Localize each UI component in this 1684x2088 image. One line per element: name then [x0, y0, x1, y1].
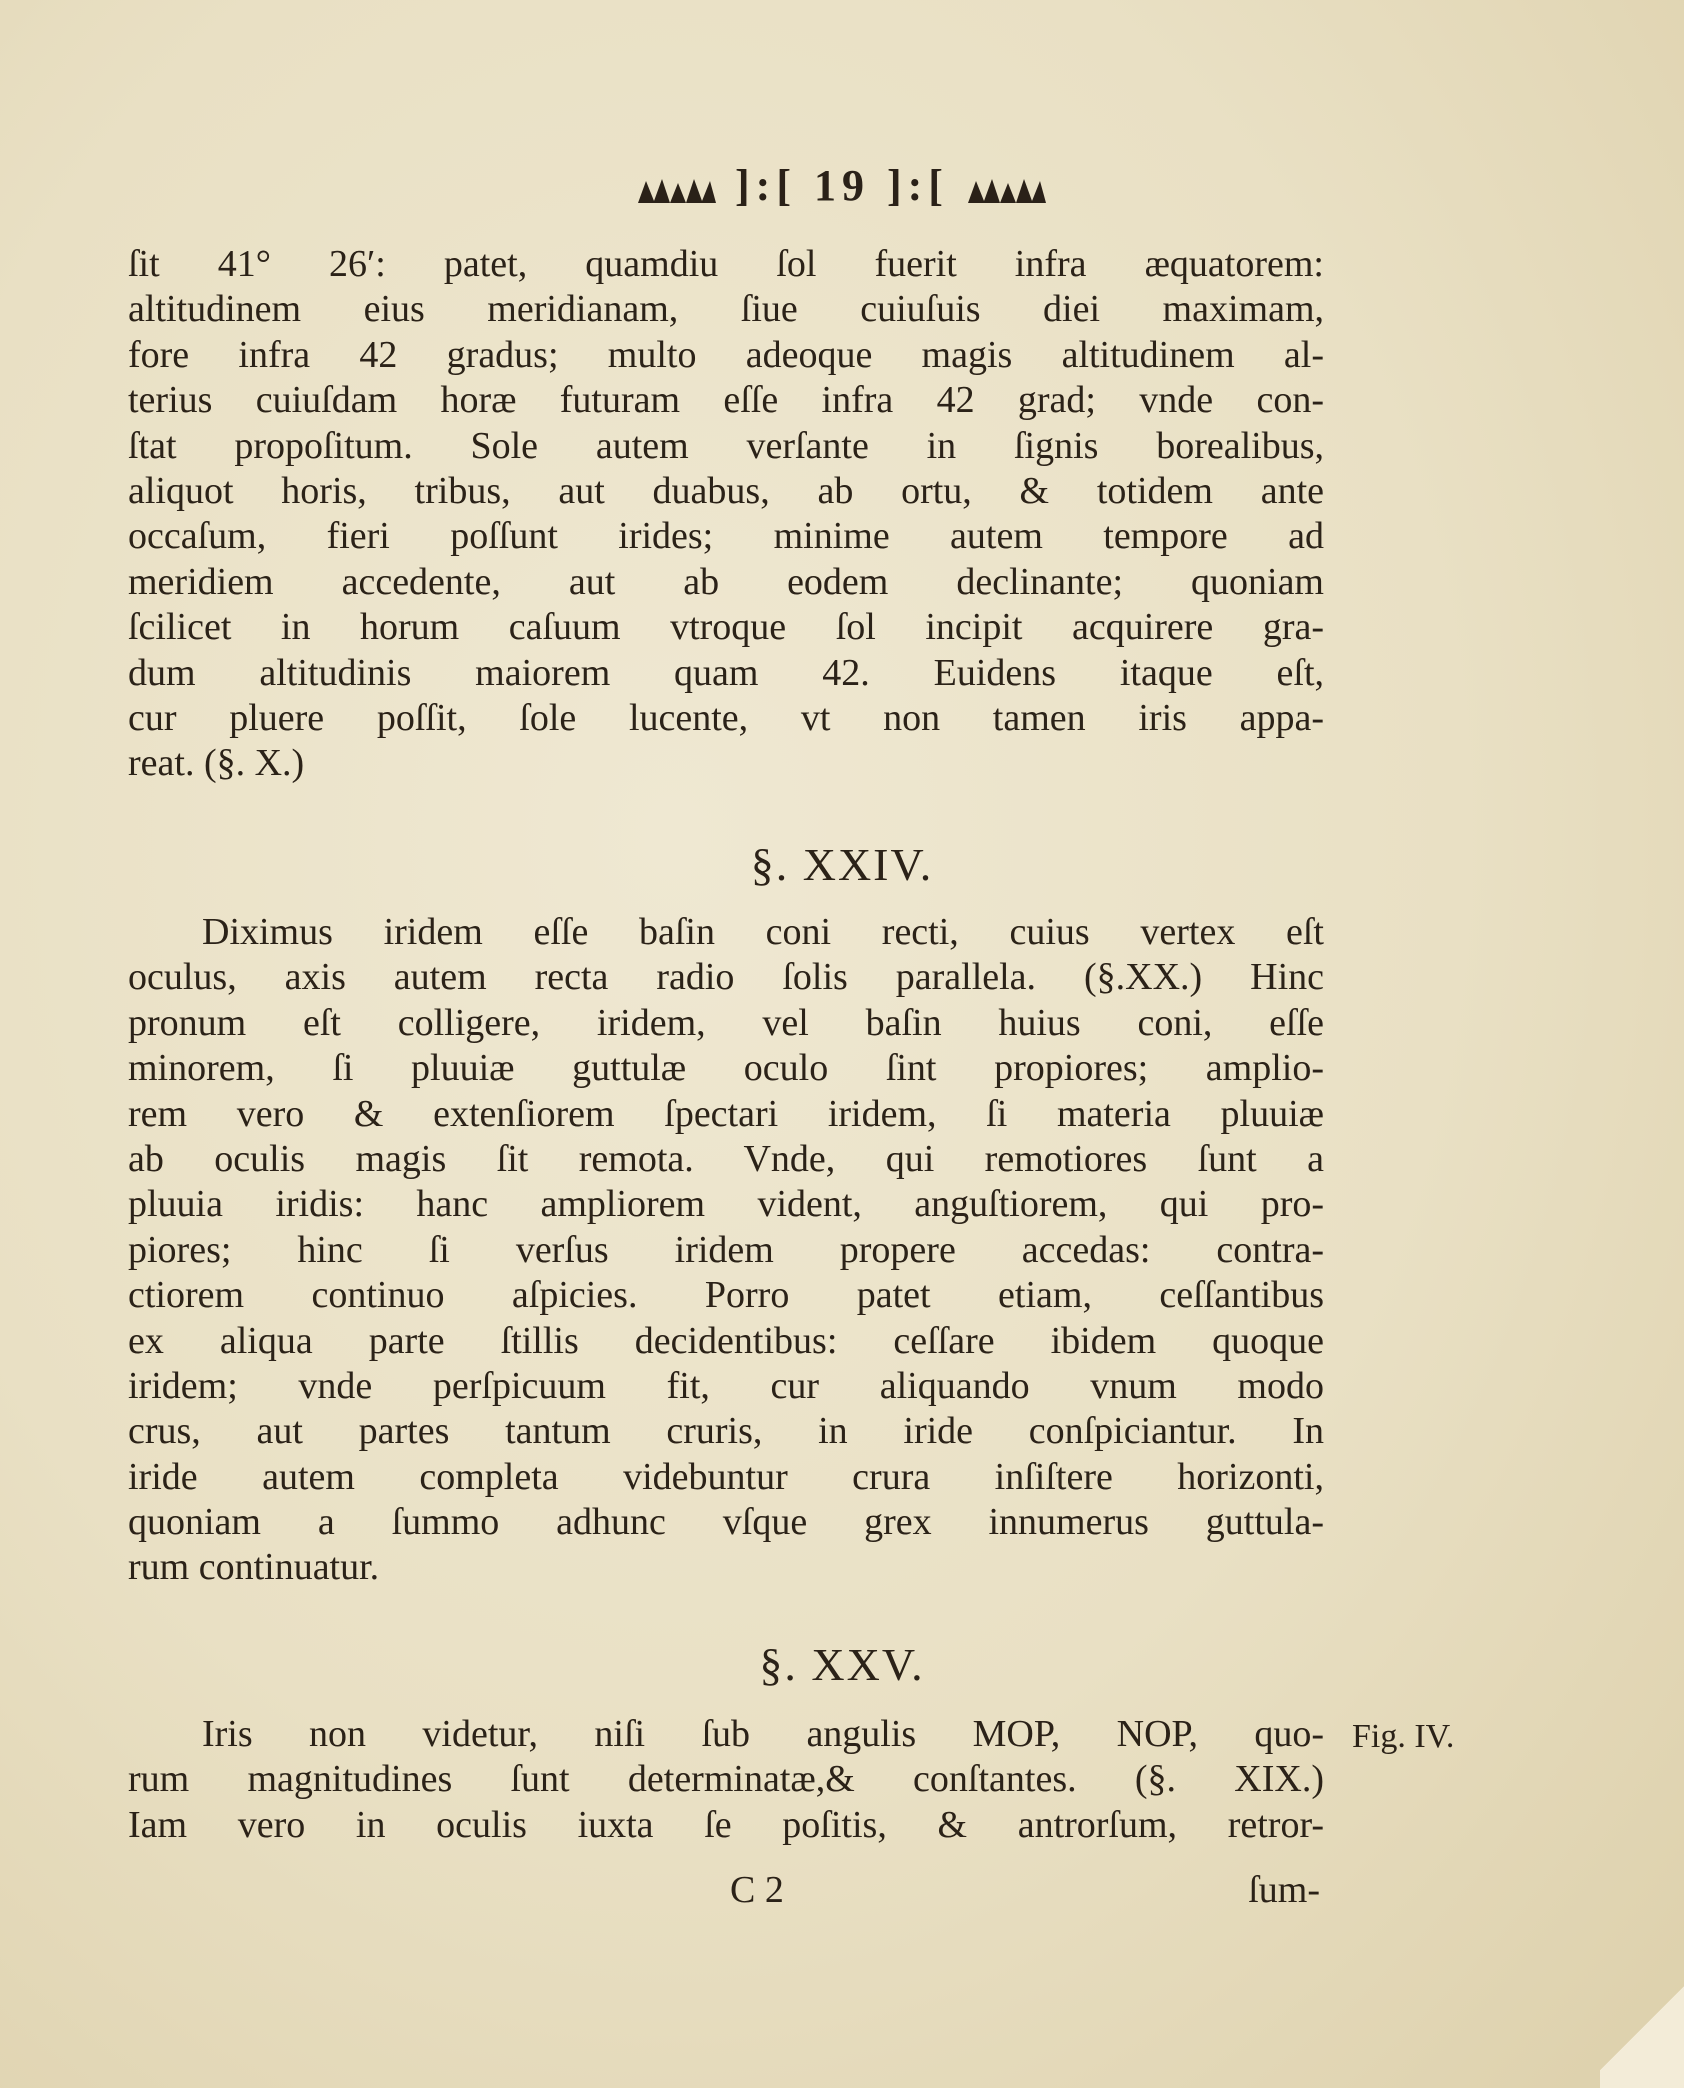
- folded-page-corner: [1600, 1968, 1684, 2088]
- paragraph-continued: [128, 242, 1324, 787]
- text-line: dum altitudinis maiorem quam 42. Euidens itaque eſt,: [128, 651, 1324, 694]
- text-line: piores; hinc ſi verſus iridem propere accedas: contra-: [128, 1228, 1324, 1271]
- text-line: occaſum, fieri poſſunt irides; minime autem tempore ad: [128, 515, 1324, 558]
- figure-reference-note: Fig. IV.: [1352, 1718, 1455, 1755]
- text-line: rum magnitudines ſunt determinatæ,& conſtantes. (§. XIX.): [128, 1758, 1324, 1801]
- section-heading-xxiv: §. XXIV.: [750, 839, 934, 890]
- text-line: iride autem completa videbuntur crura inſiſtere horizonti,: [128, 1455, 1324, 1498]
- text-line: Iam vero in oculis iuxta ſe poſitis, & antrorſum, retror-: [128, 1803, 1324, 1846]
- text-line: Iris non videtur, niſi ſub angulis MOP, NOP, quo-: [202, 1713, 1324, 1755]
- text-line: quoniam a ſummo adhunc vſque grex innumerus guttula-: [128, 1501, 1324, 1544]
- text-line: pluuia iridis: hanc ampliorem vident, anguſtiorem, qui pro-: [128, 1183, 1324, 1226]
- text-line: iridem; vnde perſpicuum fit, cur aliquando vnum modo: [128, 1364, 1324, 1407]
- text-line: oculus, axis autem recta radio ſolis parallela. (§.XX.) Hinc: [128, 956, 1324, 999]
- catchword: ſum-: [1248, 1869, 1320, 1911]
- text-line: crus, aut partes tantum cruris, in iride conſpiciantur. In: [128, 1410, 1324, 1453]
- section-xxiv-paragraph: [128, 910, 1324, 1591]
- text-line: rem vero & extenſiorem ſpectari iridem, ſi materia pluuiæ: [128, 1092, 1324, 1135]
- text-line: Diximus iridem eſſe baſin coni recti, cuius vertex eſt: [202, 911, 1324, 953]
- text-line: terius cuiuſdam horæ futuram eſſe infra 42 grad; vnde con-: [128, 379, 1324, 422]
- text-line: fore infra 42 gradus; multo adeoque magis altitudinem al-: [128, 333, 1324, 376]
- text-line: rum continuatur.: [128, 1546, 380, 1589]
- text-line: ab oculis magis ſit remota. Vnde, qui remotiores ſunt a: [128, 1137, 1324, 1180]
- text-line: ex aliqua parte ſtillis decidentibus: ceſſare ibidem quoque: [128, 1319, 1324, 1362]
- text-line: meridiem accedente, aut ab eodem declinante; quoniam: [128, 560, 1324, 603]
- text-line: ſtat propoſitum. Sole autem verſante in ſignis borealibus,: [128, 424, 1324, 467]
- text-line: ſcilicet in horum caſuum vtroque ſol incipit acquirere gra-: [128, 606, 1324, 649]
- text-line: altitudinem eius meridianam, ſiue cuiuſuis diei maximam,: [128, 288, 1324, 331]
- signature-mark: C 2: [730, 1869, 784, 1911]
- page-number: 19: [814, 161, 870, 210]
- header-left-bracket: ]:[: [735, 161, 797, 210]
- section-xxv-paragraph: [128, 1712, 1324, 1848]
- text-line: pronum eſt colligere, iridem, vel baſin huius coni, eſſe: [128, 1001, 1324, 1044]
- header-right-bracket: ]:[: [887, 161, 949, 210]
- running-header: [0, 160, 1684, 211]
- text-line: cur pluere poſſit, ſole lucente, vt non tamen iris appa-: [128, 696, 1324, 739]
- text-line: reat. (§. X.): [128, 742, 305, 785]
- text-line: ctiorem continuo aſpicies. Porro patet etiam, ceſſantibus: [128, 1274, 1324, 1317]
- section-heading-xxv: §. XXV.: [759, 1639, 925, 1690]
- text-line: minorem, ſi pluuiæ guttulæ oculo ſint propiores; amplio-: [128, 1047, 1324, 1090]
- text-line: aliquot horis, tribus, aut duabus, ab ortu, & totidem ante: [128, 469, 1324, 512]
- right-ornament-icon: [966, 173, 1048, 207]
- text-line: ſit 41° 26′: patet, quamdiu ſol fuerit infra æquatorem:: [128, 243, 1324, 285]
- left-ornament-icon: [636, 173, 718, 207]
